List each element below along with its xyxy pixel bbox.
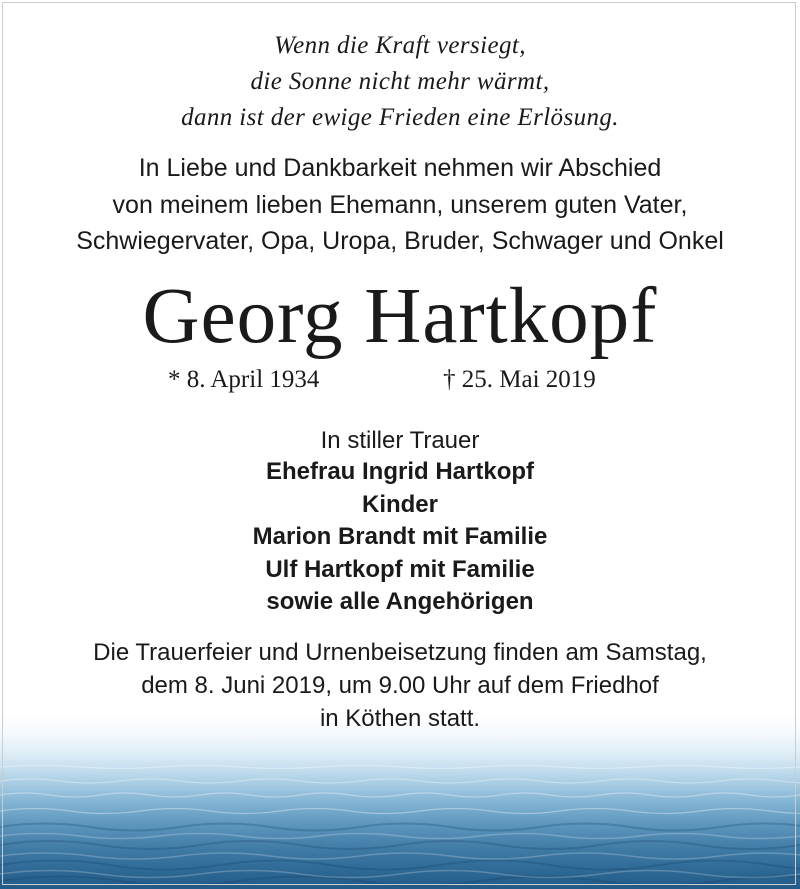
poem — [0, 28, 800, 136]
funeral-line: in Köthen statt. — [319, 705, 481, 732]
death-date: † 25. Mai 2019 — [443, 366, 596, 393]
mourner-name: Kinder — [361, 490, 438, 518]
mourners-list — [0, 456, 800, 619]
funeral-line: dem 8. Juni 2019, um 9.00 Uhr auf dem Friedhof — [141, 672, 659, 699]
poem-line: Wenn die Kraft versiegt, — [274, 32, 526, 59]
mourner-name: sowie alle Angehörigen — [266, 588, 534, 616]
mourning-heading: In stiller Trauer — [320, 427, 480, 454]
farewell-text — [0, 150, 800, 260]
wave-pattern — [0, 715, 800, 889]
deceased-name: Georg Hartkopf — [142, 273, 658, 360]
poem-line: die Sonne nicht mehr wärmt, — [250, 68, 550, 95]
mourner-name: Marion Brandt mit Familie — [252, 523, 548, 551]
mourner-name: Ulf Hartkopf mit Familie — [265, 555, 535, 583]
farewell-line: In Liebe und Dankbarkeit nehmen wir Abschied — [138, 154, 662, 182]
sea-background-image — [0, 715, 800, 889]
birth-date: * 8. April 1934 — [168, 366, 320, 393]
mourner-name: Ehefrau Ingrid Hartkopf — [265, 458, 535, 485]
farewell-line: Schwiegervater, Opa, Uropa, Bruder, Schwager und Onkel — [76, 227, 724, 255]
funeral-info — [0, 636, 800, 735]
farewell-line: von meinem lieben Ehemann, unserem guten Vater, — [112, 190, 688, 219]
poem-line: dann ist der ewige Frieden eine Erlösung. — [181, 104, 619, 131]
funeral-line: Die Trauerfeier und Urnenbeisetzung finden am Samstag, — [93, 639, 707, 666]
